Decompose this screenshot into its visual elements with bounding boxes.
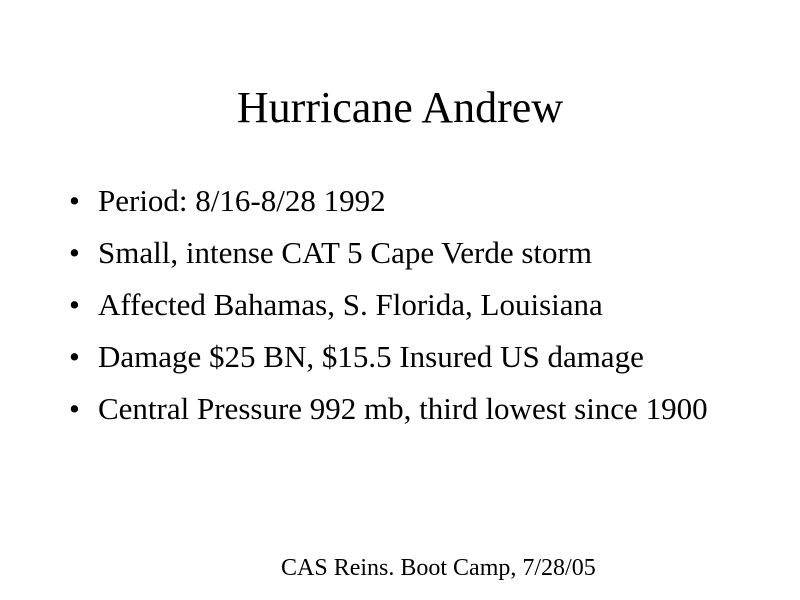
bullet-item [68, 388, 748, 429]
bullet-text: Damage $25 BN, $15.5 Insured US damage [98, 339, 644, 374]
bullet-dot-icon: • [69, 235, 80, 270]
bullet-item [68, 232, 748, 273]
bullet-list [68, 180, 748, 440]
slide-title: Hurricane Andrew [236, 83, 564, 132]
bullet-text: Period: 8/16-8/28 1992 [98, 183, 386, 218]
bullet-dot-icon: • [69, 339, 80, 374]
slide-footer: CAS Reins. Boot Camp, 7/28/05 [281, 555, 596, 581]
bullet-text: Small, intense CAT 5 Cape Verde storm [98, 235, 592, 270]
bullet-dot-icon: • [69, 391, 80, 426]
bullet-text: Central Pressure 992 mb, third lowest since 1900 [98, 391, 708, 426]
bullet-item [68, 284, 748, 325]
bullet-text: Affected Bahamas, S. Florida, Louisiana [98, 287, 603, 322]
bullet-dot-icon: • [69, 287, 80, 322]
bullet-dot-icon: • [69, 183, 80, 218]
bullet-item [68, 336, 748, 377]
bullet-item [68, 180, 748, 221]
